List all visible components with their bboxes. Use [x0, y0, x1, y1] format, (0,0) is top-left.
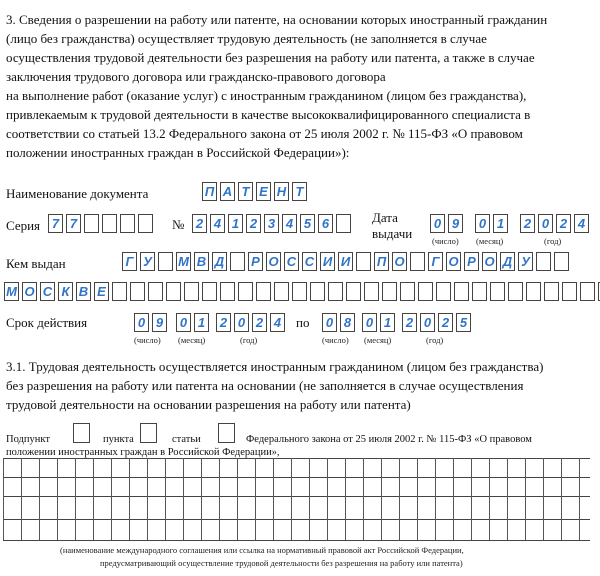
- input-cell[interactable]: А: [220, 182, 235, 201]
- grid-divider: [111, 458, 112, 540]
- section-3-line: положении иностранных граждан в Российской Федерации»):: [6, 145, 350, 160]
- input-cell[interactable]: У: [140, 252, 155, 271]
- document-name-label: Наименование документа: [6, 186, 149, 201]
- input-cell[interactable]: [382, 282, 397, 301]
- input-cell[interactable]: [230, 252, 245, 271]
- series-label: Серия: [6, 218, 41, 233]
- grid-divider: [453, 458, 454, 540]
- section-3-1-text: [6, 357, 586, 414]
- input-cell[interactable]: [346, 282, 361, 301]
- valid-to-day-hint: (число): [322, 335, 349, 345]
- input-cell[interactable]: [356, 252, 371, 271]
- issue-date-label-2: выдачи: [372, 226, 413, 241]
- input-cell[interactable]: К: [58, 282, 73, 301]
- input-cell[interactable]: [238, 282, 253, 301]
- footnote-1: (наименование международного соглашения или ссылка на нормативный правовой акт Российской Федерации,: [60, 545, 464, 555]
- grid-divider: [291, 458, 292, 540]
- basis-grid[interactable]: [3, 458, 590, 540]
- issue-date-label-1: Дата: [372, 210, 398, 225]
- grid-divider: [183, 458, 184, 540]
- input-cell[interactable]: [554, 252, 569, 271]
- section-3-line: заключения трудового договора или гражданско-правового договора: [6, 69, 386, 84]
- input-cell[interactable]: 2: [192, 214, 207, 233]
- grid-divider: [237, 458, 238, 540]
- input-cell[interactable]: 9: [448, 214, 463, 233]
- punkta-label: пункта: [103, 434, 134, 445]
- grid-divider: [363, 458, 364, 540]
- input-cell[interactable]: 0: [475, 214, 490, 233]
- grid-divider: [507, 458, 508, 540]
- grid-divider: [345, 458, 346, 540]
- input-cell[interactable]: М: [4, 282, 19, 301]
- input-cell[interactable]: Р: [248, 252, 263, 271]
- grid-divider: [327, 458, 328, 540]
- input-cell[interactable]: [526, 282, 541, 301]
- input-cell[interactable]: 7: [66, 214, 81, 233]
- input-cell[interactable]: У: [518, 252, 533, 271]
- grid-divider: [129, 458, 130, 540]
- input-cell[interactable]: [120, 214, 135, 233]
- grid-divider: [543, 458, 544, 540]
- input-cell[interactable]: Е: [256, 182, 271, 201]
- grid-line: [3, 519, 590, 520]
- input-cell[interactable]: О: [22, 282, 37, 301]
- input-cell[interactable]: 0: [538, 214, 553, 233]
- input-cell[interactable]: [138, 214, 153, 233]
- input-cell[interactable]: 5: [456, 313, 471, 332]
- input-cell[interactable]: [158, 252, 173, 271]
- input-cell[interactable]: О: [482, 252, 497, 271]
- input-cell[interactable]: В: [194, 252, 209, 271]
- section-3-1-line: без разрешения на работу или патента на основании (не заполняется в случае осуществления: [6, 378, 524, 393]
- section-3-line: на выполнение работ (оказание услуг) с иностранным гражданином (лицом без гражданства),: [6, 88, 527, 103]
- input-cell[interactable]: [328, 282, 343, 301]
- input-cell[interactable]: Т: [238, 182, 253, 201]
- issue-date-label: [372, 210, 412, 242]
- grid-divider: [489, 458, 490, 540]
- issue-year-hint: (год): [544, 236, 562, 246]
- input-cell[interactable]: [256, 282, 271, 301]
- grid-divider: [255, 458, 256, 540]
- input-cell[interactable]: Т: [292, 182, 307, 201]
- statya-box[interactable]: [218, 423, 235, 443]
- input-cell[interactable]: Е: [94, 282, 109, 301]
- input-cell[interactable]: Н: [274, 182, 289, 201]
- input-cell[interactable]: И: [320, 252, 335, 271]
- grid-divider: [93, 458, 94, 540]
- issue-day-hint: (число): [432, 236, 459, 246]
- grid-divider: [147, 458, 148, 540]
- input-cell[interactable]: 2: [252, 313, 267, 332]
- input-cell[interactable]: [410, 252, 425, 271]
- validity-label: Срок действия: [6, 315, 88, 330]
- section-3-text: [6, 10, 586, 162]
- grid-divider: [399, 458, 400, 540]
- input-cell[interactable]: 8: [340, 313, 355, 332]
- input-cell[interactable]: [184, 282, 199, 301]
- input-cell[interactable]: 0: [134, 313, 149, 332]
- input-cell[interactable]: О: [266, 252, 281, 271]
- input-cell[interactable]: 2: [556, 214, 571, 233]
- input-cell[interactable]: 4: [574, 214, 589, 233]
- input-cell[interactable]: [220, 282, 235, 301]
- input-cell[interactable]: [202, 282, 217, 301]
- section-3-line: осуществления трудовой деятельности без разрешения на работу или патента, а также в случае: [6, 50, 535, 65]
- input-cell[interactable]: 2: [402, 313, 417, 332]
- input-cell[interactable]: 2: [438, 313, 453, 332]
- input-cell[interactable]: 6: [318, 214, 333, 233]
- input-cell[interactable]: Д: [500, 252, 515, 271]
- input-cell[interactable]: Г: [122, 252, 137, 271]
- input-cell[interactable]: [544, 282, 559, 301]
- input-cell[interactable]: [418, 282, 433, 301]
- input-cell[interactable]: 4: [270, 313, 285, 332]
- section-3-line: привлекаемым к трудовой деятельности в качестве высококвалифицированного специалиста в: [6, 107, 531, 122]
- footnote-2: предусматривающий осуществление трудовой деятельности без разрешения на работу или патента): [100, 558, 463, 568]
- input-cell[interactable]: [336, 214, 351, 233]
- stati-label: статьи: [172, 434, 201, 445]
- grid-line: [3, 540, 590, 541]
- grid-divider: [525, 458, 526, 540]
- input-cell[interactable]: [490, 282, 505, 301]
- input-cell[interactable]: [292, 282, 307, 301]
- grid-divider: [417, 458, 418, 540]
- input-cell[interactable]: 2: [216, 313, 231, 332]
- input-cell[interactable]: В: [76, 282, 91, 301]
- valid-from-month-hint: (месяц): [178, 335, 206, 345]
- number-label: №: [172, 217, 185, 232]
- input-cell[interactable]: Р: [464, 252, 479, 271]
- section-3-line: (лицо без гражданства) осуществляет трудовую деятельность (не заполняется в случае: [6, 31, 487, 46]
- input-cell[interactable]: 9: [152, 313, 167, 332]
- input-cell[interactable]: Д: [212, 252, 227, 271]
- law-text-2: положении иностранных граждан в Российской Федерации»,: [6, 447, 280, 458]
- input-cell[interactable]: [274, 282, 289, 301]
- input-cell[interactable]: [580, 282, 595, 301]
- grid-divider: [561, 458, 562, 540]
- valid-to-label: по: [296, 315, 310, 330]
- grid-divider: [309, 458, 310, 540]
- input-cell[interactable]: 0: [420, 313, 435, 332]
- input-cell[interactable]: [130, 282, 145, 301]
- valid-to-year-hint: (год): [426, 335, 444, 345]
- section-3-line: 3. Сведения о разрешении на работу или патенте, на основании которых иностранный гражданин: [6, 12, 548, 27]
- grid-divider: [471, 458, 472, 540]
- input-cell[interactable]: С: [284, 252, 299, 271]
- grid-divider: [21, 458, 22, 540]
- grid-divider: [201, 458, 202, 540]
- input-cell[interactable]: 1: [493, 214, 508, 233]
- grid-line: [3, 458, 590, 459]
- input-cell[interactable]: [454, 282, 469, 301]
- input-cell[interactable]: 1: [380, 313, 395, 332]
- input-cell[interactable]: 4: [210, 214, 225, 233]
- valid-from-day-hint: (число): [134, 335, 161, 345]
- input-cell[interactable]: [148, 282, 163, 301]
- input-cell[interactable]: [508, 282, 523, 301]
- input-cell[interactable]: С: [302, 252, 317, 271]
- grid-divider: [57, 458, 58, 540]
- input-cell[interactable]: 0: [362, 313, 377, 332]
- input-cell[interactable]: 0: [430, 214, 445, 233]
- input-cell[interactable]: [536, 252, 551, 271]
- grid-divider: [39, 458, 40, 540]
- grid-divider: [579, 458, 580, 540]
- section-3-1-line: трудовой деятельности на основании разрешения на работу или патента): [6, 397, 411, 412]
- punkt-box[interactable]: [140, 423, 157, 443]
- grid-divider: [381, 458, 382, 540]
- input-cell[interactable]: [472, 282, 487, 301]
- input-cell[interactable]: [166, 282, 181, 301]
- law-text: Федерального закона от 25 июля 2002 г. № 115-ФЗ «О правовом: [246, 434, 532, 445]
- valid-from-year-hint: (год): [240, 335, 258, 345]
- input-cell[interactable]: 3: [264, 214, 279, 233]
- input-cell[interactable]: [310, 282, 325, 301]
- input-cell[interactable]: 7: [48, 214, 63, 233]
- grid-divider: [3, 458, 4, 540]
- grid-divider: [273, 458, 274, 540]
- input-cell[interactable]: П: [202, 182, 217, 201]
- input-cell[interactable]: [84, 214, 99, 233]
- podpunkt-box[interactable]: [73, 423, 90, 443]
- input-cell[interactable]: 0: [322, 313, 337, 332]
- section-3-1-line: 3.1. Трудовая деятельность осуществляется иностранным гражданином (лицом без гражданства): [6, 359, 544, 374]
- input-cell[interactable]: 1: [228, 214, 243, 233]
- input-cell[interactable]: [364, 282, 379, 301]
- issue-month-hint: (месяц): [476, 236, 504, 246]
- input-cell[interactable]: 5: [300, 214, 315, 233]
- input-cell[interactable]: 1: [194, 313, 209, 332]
- input-cell[interactable]: М: [176, 252, 191, 271]
- input-cell[interactable]: [436, 282, 451, 301]
- grid-divider: [165, 458, 166, 540]
- grid-divider: [75, 458, 76, 540]
- grid-divider: [435, 458, 436, 540]
- podpunkt-label: Подпункт: [6, 434, 50, 445]
- section-3-line: соответствии со статьей 13.2 Федерального закона от 25 июля 2002 г. № 115-ФЗ «О правовом: [6, 126, 523, 141]
- grid-divider: [219, 458, 220, 540]
- input-cell[interactable]: И: [338, 252, 353, 271]
- input-cell[interactable]: П: [374, 252, 389, 271]
- grid-line: [3, 496, 590, 497]
- input-cell[interactable]: О: [392, 252, 407, 271]
- input-cell[interactable]: [102, 214, 117, 233]
- input-cell[interactable]: 0: [234, 313, 249, 332]
- input-cell[interactable]: Г: [428, 252, 443, 271]
- input-cell[interactable]: 2: [246, 214, 261, 233]
- input-cell[interactable]: 4: [282, 214, 297, 233]
- issuer-label: Кем выдан: [6, 256, 66, 271]
- input-cell[interactable]: 0: [176, 313, 191, 332]
- input-cell[interactable]: С: [40, 282, 55, 301]
- input-cell[interactable]: [400, 282, 415, 301]
- valid-to-month-hint: (месяц): [364, 335, 392, 345]
- input-cell[interactable]: [112, 282, 127, 301]
- input-cell[interactable]: 2: [520, 214, 535, 233]
- input-cell[interactable]: [562, 282, 577, 301]
- input-cell[interactable]: О: [446, 252, 461, 271]
- grid-line: [3, 477, 590, 478]
